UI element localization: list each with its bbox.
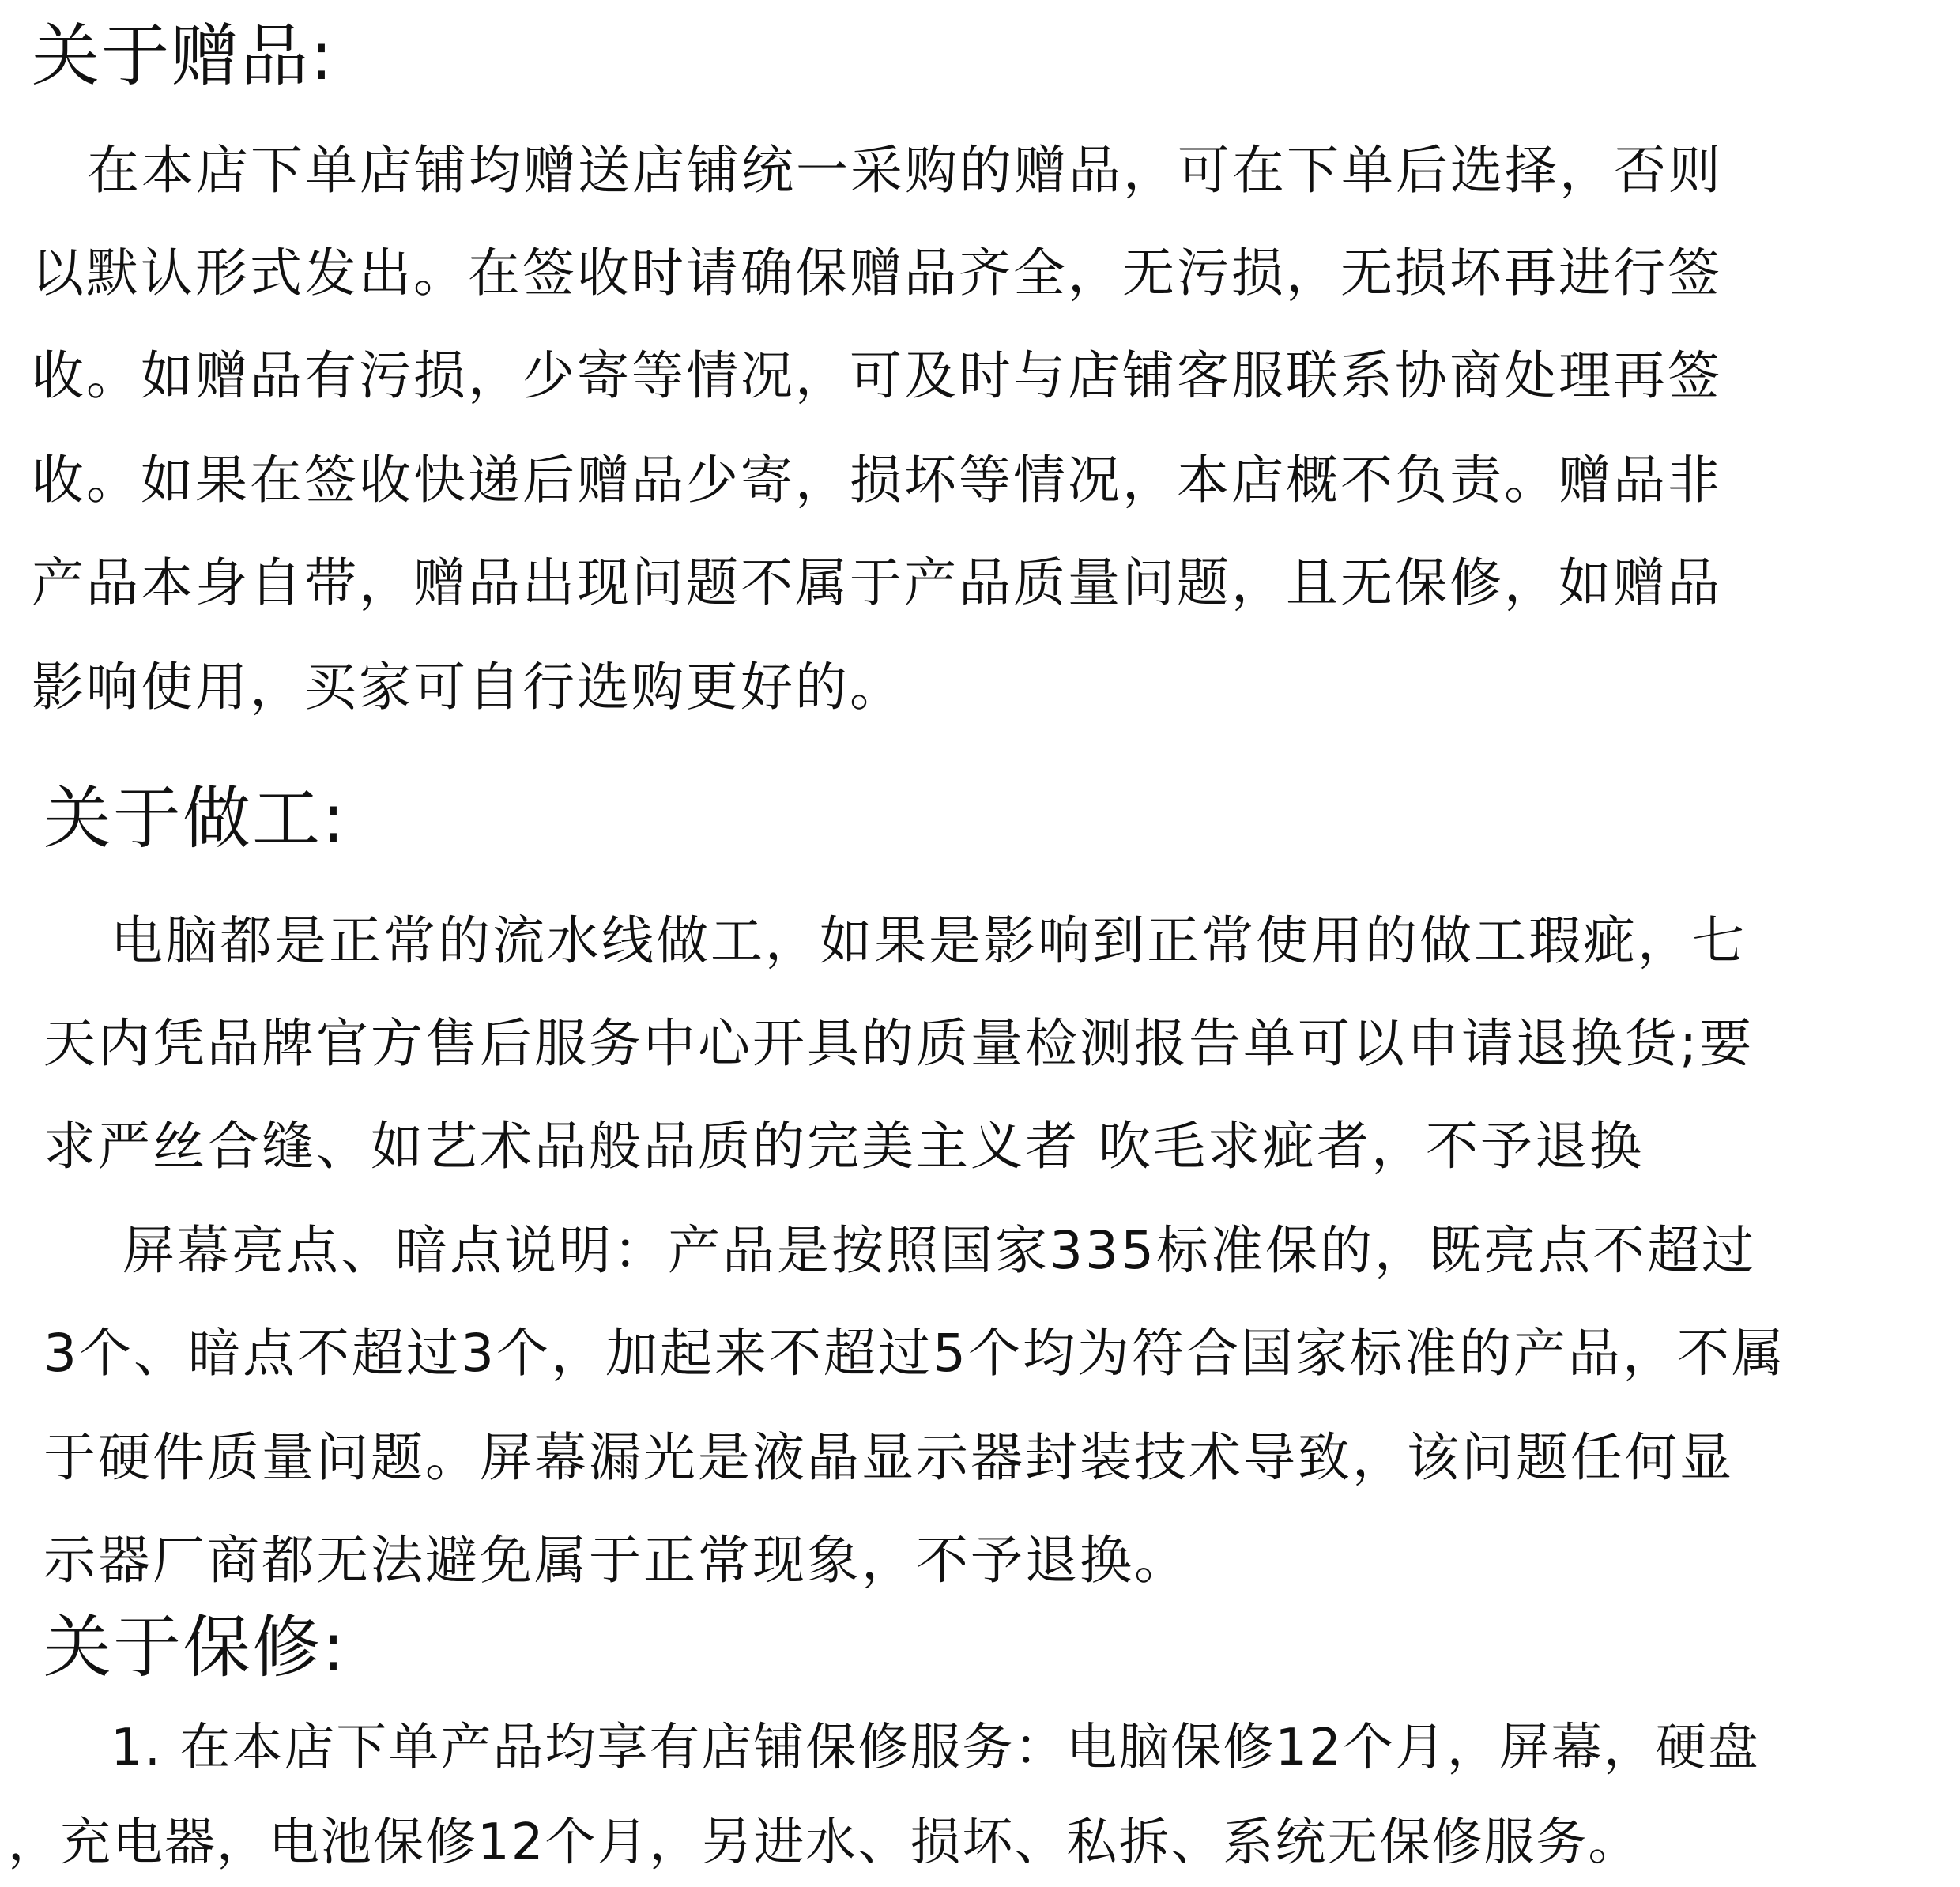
gifts-line-5: 产品本身自带，赠品出现问题不属于产品质量问题，且无保修，如赠品 — [32, 552, 1722, 613]
warranty-heading: 关于保修: — [43, 1608, 346, 1687]
gifts-line-2: 以默认形式发出。在签收时请确保赠品齐全，无污损，无损坏再进行签 — [32, 243, 1722, 303]
workmanship-line-4: 屏幕亮点、暗点说明：产品是按照国家335标准保的，既亮点不超过 — [122, 1220, 1756, 1281]
warranty-line-2: ，充电器，电池保修12个月，另进水、损坏、私拆、系统无保修服务。 — [8, 1814, 1641, 1872]
warranty-line-1: 1. 在本店下单产品均享有店铺保修服务：电脑保修12个月，屏幕，硬盘 — [111, 1719, 1760, 1777]
gifts-line-6: 影响使用，买家可自行选购更好的。 — [32, 657, 904, 718]
workmanship-line-2: 天内凭品牌官方售后服务中心开具的质量检测报告单可以申请退换货;要 — [43, 1013, 1755, 1074]
workmanship-line-6: 于硬件质量问题。屏幕漏光是液晶显示器封装技术导致，该问题任何显 — [43, 1427, 1734, 1488]
gifts-heading: 关于赠品: — [32, 17, 334, 96]
workmanship-line-5: 3个、暗点不超过3个，加起来不超过5个均为符合国家标准的产品，不属 — [43, 1323, 1786, 1384]
gifts-line-1: 在本店下单店铺均赠送店铺统一采购的赠品，可在下单后选择，否则 — [87, 140, 1723, 201]
workmanship-line-1: 电脑都是正常的流水线做工，如果是影响到正常使用的做工瑕疵，七 — [111, 910, 1747, 971]
workmanship-line-3: 求严丝合缝、如艺术品般品质的完美主义者 吹毛求疵者，不予退换 — [43, 1116, 1644, 1177]
gifts-line-3: 收。如赠品有污损，少寄等情况，可及时与店铺客服联系协商处理再签 — [32, 345, 1722, 406]
workmanship-heading: 关于做工: — [43, 779, 346, 858]
workmanship-line-7: 示器厂商都无法避免属于正常现象，不予退换。 — [43, 1530, 1189, 1591]
gifts-line-4: 收。如果在签收快递后赠品少寄，损坏等情况，本店概不负责。赠品非 — [32, 450, 1722, 510]
